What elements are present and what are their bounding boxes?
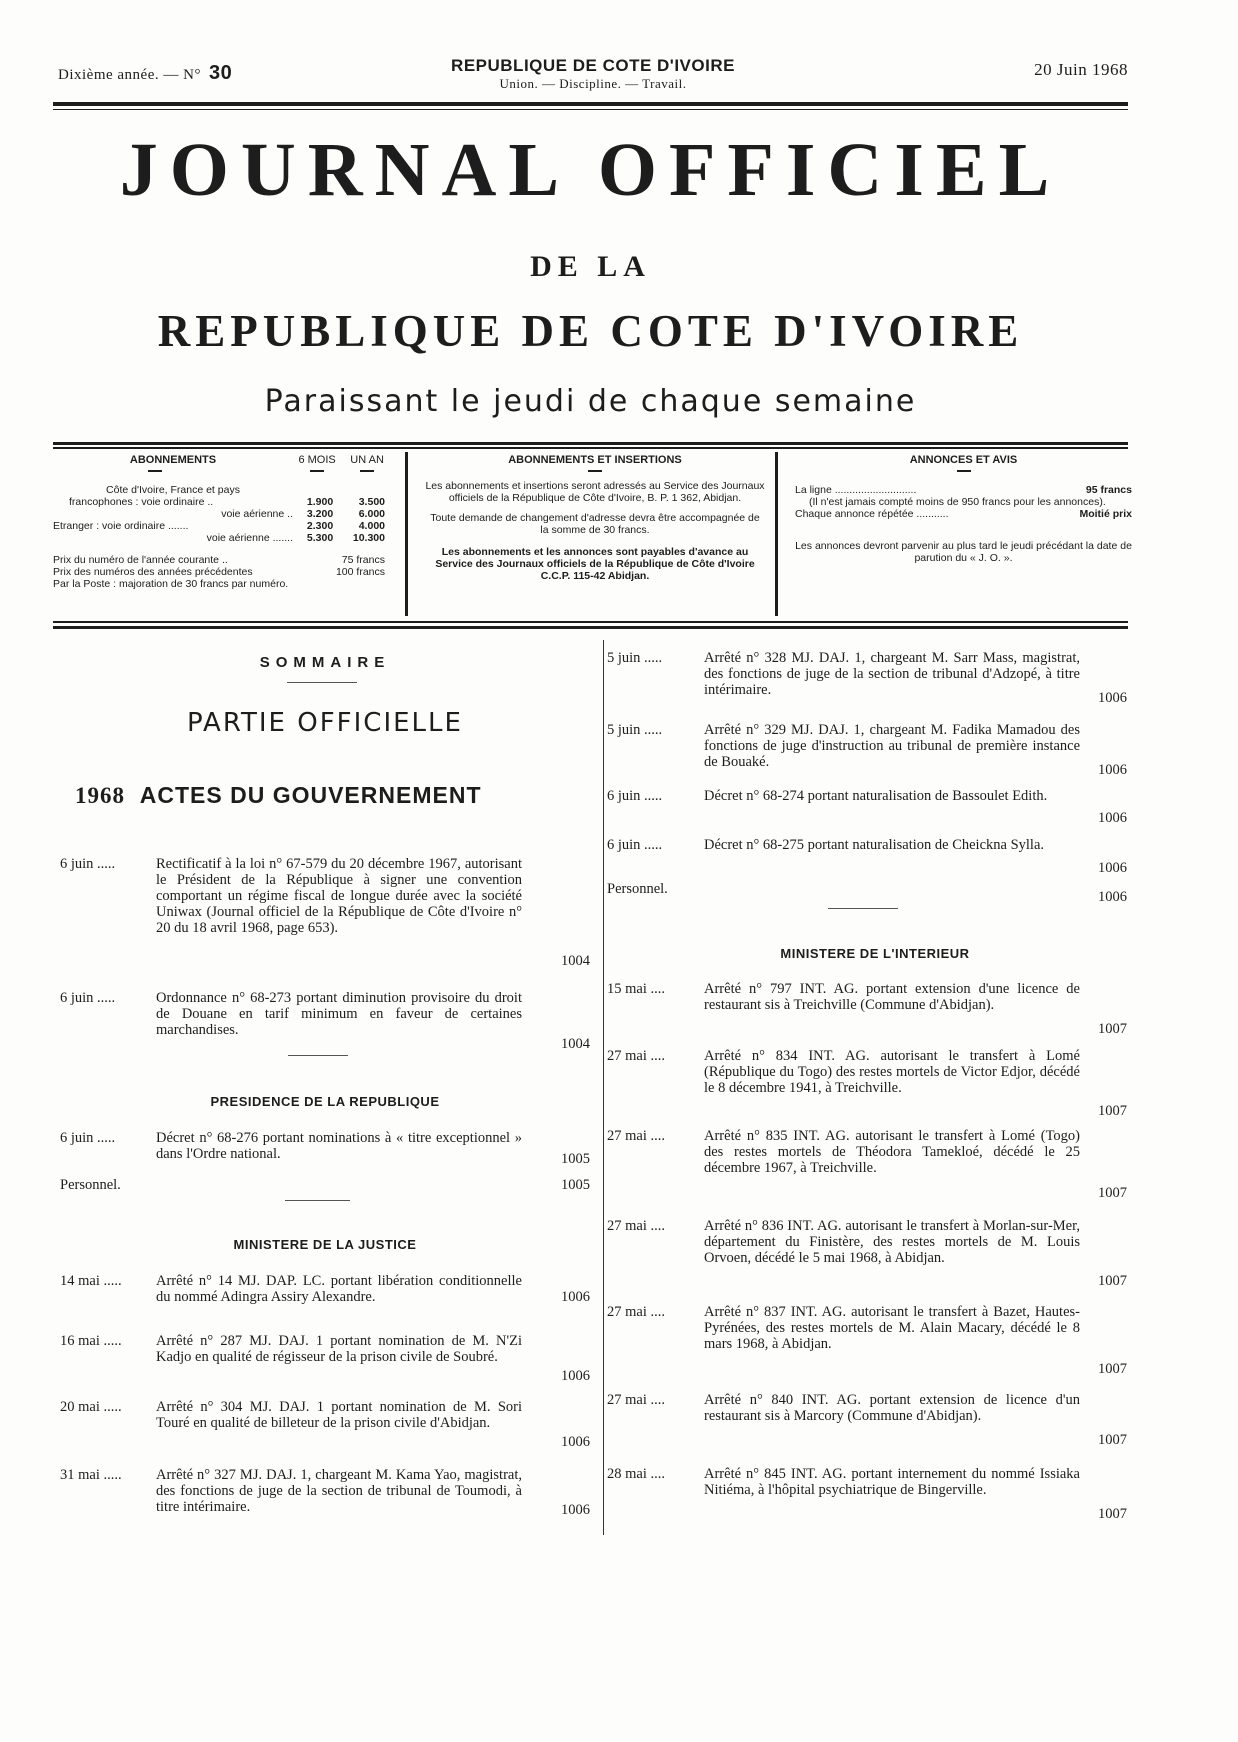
- entry-text: Arrêté n° 328 MJ. DAJ. 1, chargeant M. Sarr Mass, magistrat, des fonctions de juge de la section de tribunal d'Adzopé, à titre intérimaire.: [704, 650, 1080, 698]
- interieur-heading: MINISTERE DE L'INTERIEUR: [780, 946, 970, 961]
- price-label: Par la Poste : majoration de 30 francs par numéro.: [53, 578, 289, 590]
- sommaire-heading: SOMMAIRE: [259, 654, 391, 671]
- subscription-label: francophones : voie ordinaire ..: [69, 496, 214, 508]
- entry-text: Décret n° 68-276 portant nominations à « titre exceptionnel » dans l'Ordre national.: [156, 1130, 522, 1162]
- subscription-row: [53, 496, 393, 508]
- sommaire-entry: [60, 1273, 590, 1307]
- presidence-heading: PRESIDENCE DE LA REPUBLIQUE: [210, 1094, 440, 1109]
- box-divider-1: [405, 452, 408, 616]
- title-republic: REPUBLIQUE DE COTE D'IVOIRE: [157, 306, 1024, 356]
- entry-text: Décret n° 68-275 portant naturalisation de Cheickna Sylla.: [704, 837, 1045, 853]
- subscription-y1: [341, 484, 393, 496]
- subscription-row: [53, 532, 393, 544]
- insertions-header: ABONNEMENTS ET INSERTIONS: [508, 454, 682, 466]
- entry-date: 6 juin .....: [60, 856, 116, 872]
- separator-3: [828, 908, 898, 909]
- national-motto: Union. — Discipline. — Travail.: [499, 76, 687, 91]
- entry-page-number: 1006: [561, 1289, 590, 1305]
- entry-date: Personnel.: [60, 1177, 121, 1193]
- entry-date: 6 juin .....: [607, 837, 663, 853]
- subscriptions-header: ABONNEMENTS: [129, 454, 217, 466]
- masthead-rule-thick: [53, 102, 1128, 106]
- subscription-m6: 2.300: [306, 520, 334, 532]
- line-price-value: 95 francs: [1085, 484, 1132, 496]
- box-divider-2: [775, 452, 778, 616]
- entry-page-number: 1007: [1098, 1273, 1127, 1289]
- entry-date: 16 mai .....: [60, 1333, 122, 1349]
- minimum-charge-note: (Il n'est jamais compté moins de 950 francs pour les annonces).: [809, 496, 1106, 508]
- entry-page-number: 1005: [561, 1151, 590, 1167]
- entry-date: 20 mai .....: [60, 1399, 122, 1415]
- entry-date: 6 juin .....: [607, 788, 663, 804]
- entry-page-number: 1006: [1098, 690, 1127, 706]
- subscription-y1: 4.000: [358, 520, 385, 532]
- entry-text: Arrêté n° 797 INT. AG. portant extension d'une licence de restaurant sis à Treichville (Commune d'Abidjan).: [704, 981, 1080, 1013]
- line-price-label: La ligne ............................: [795, 484, 917, 496]
- sommaire-underline: [287, 682, 357, 683]
- subscription-m6: 1.900: [306, 496, 334, 508]
- subscription-label: Côte d'Ivoire, France et pays: [106, 484, 240, 496]
- entry-date: 31 mai .....: [60, 1467, 122, 1483]
- subscription-y1: 3.500: [358, 496, 385, 508]
- entry-page-number: 1006: [561, 1368, 590, 1384]
- price-row: [53, 566, 393, 578]
- subscription-m6: 5.300: [306, 532, 334, 544]
- insertions-payment: Les abonnements et les annonces sont payables d'avance au Service des Journaux officiels de la République de Côte d'Ivoire C.C.P. 115-42 Abidjan.: [435, 546, 755, 582]
- entry-page-number: 1005: [561, 1177, 590, 1193]
- subscription-label: voie aérienne ..: [221, 508, 293, 520]
- entry-page-number: 1006: [1098, 889, 1127, 905]
- entry-date: 14 mai .....: [60, 1273, 122, 1289]
- box-rule-top-2: [53, 447, 1128, 449]
- entry-text: Arrêté n° 14 MJ. DAP. LC. portant libération conditionnelle du nommé Adingra Assiry Alexandre.: [156, 1273, 522, 1305]
- edition-label: Dixième année. — N°: [58, 67, 201, 83]
- separator-2: [285, 1200, 350, 1201]
- announcements-header: ANNONCES ET AVIS: [909, 454, 1018, 466]
- entry-page-number: 1006: [1098, 762, 1127, 778]
- sommaire-entry: [607, 650, 1127, 708]
- entry-page-number: 1004: [561, 1036, 590, 1052]
- publication-tagline: Paraissant le jeudi de chaque semaine: [264, 384, 917, 419]
- subscription-row: [53, 520, 393, 532]
- line-price-row: [795, 484, 1132, 496]
- announcement-deadline: Les annonces devront parvenir au plus tard le jeudi précédant la date de parution du « J. O. ».: [795, 540, 1132, 564]
- price-label: Prix du numéro de l'année courante ..: [53, 554, 228, 566]
- entry-date: Personnel.: [607, 881, 668, 897]
- subscription-m6: [293, 484, 341, 496]
- entry-page-number: 1004: [561, 953, 590, 969]
- sommaire-entry: [607, 1392, 1127, 1450]
- entry-date: 28 mai ....: [607, 1466, 665, 1482]
- announcements-panel: [795, 454, 1132, 614]
- sommaire-entry: [607, 1466, 1127, 1524]
- entry-page-number: 1007: [1098, 1021, 1127, 1037]
- entry-date: 6 juin .....: [60, 1130, 116, 1146]
- title-de-la: DE LA: [530, 250, 651, 283]
- entry-date: 15 mai ....: [607, 981, 665, 997]
- sommaire-entry: [607, 1048, 1127, 1121]
- entry-page-number: 1007: [1098, 1103, 1127, 1119]
- repeat-price-label: Chaque annonce répétée ...........: [795, 508, 949, 520]
- entry-date: 6 juin .....: [60, 990, 116, 1006]
- entry-date: 27 mai ....: [607, 1304, 665, 1320]
- entry-date: 27 mai ....: [607, 1128, 665, 1144]
- entry-page-number: 1006: [1098, 810, 1127, 826]
- entry-page-number: 1007: [1098, 1506, 1127, 1522]
- entry-text: Arrêté n° 327 MJ. DAJ. 1, chargeant M. Kama Yao, magistrat, des fonctions de juge de la section de tribunal de Toumodi, à titre intérimaire.: [156, 1467, 522, 1515]
- actes-title: ACTES DU GOUVERNEMENT: [139, 782, 482, 808]
- subscription-m6: 3.200: [306, 508, 334, 520]
- entry-text: Arrêté n° 329 MJ. DAJ. 1, chargeant M. Fadika Mamadou des fonctions de juge d'instruction au tribunal de première instance de Bouaké.: [704, 722, 1080, 770]
- entry-date: 5 juin .....: [607, 722, 663, 738]
- partie-officielle-heading: PARTIE OFFICIELLE: [187, 708, 463, 738]
- price-row: [53, 554, 393, 566]
- subscriptions-panel: [53, 454, 393, 614]
- entry-text: Arrêté n° 287 MJ. DAJ. 1 portant nomination de M. N'Zi Kadjo en qualité de régisseur de la prison civile de Soubré.: [156, 1333, 522, 1365]
- masthead-top-line: [58, 56, 1128, 91]
- sommaire-entry: [607, 881, 1127, 907]
- subscription-y1: 10.300: [352, 532, 385, 544]
- sommaire-entry: [607, 837, 1127, 878]
- entry-page-number: 1006: [561, 1434, 590, 1450]
- entry-text: Décret n° 68-274 portant naturalisation de Bassoulet Edith.: [704, 788, 1048, 804]
- entry-page-number: 1006: [561, 1502, 590, 1518]
- entry-date: 27 mai ....: [607, 1048, 665, 1064]
- sommaire-entry: [607, 981, 1127, 1039]
- subscriptions-table: [53, 454, 393, 544]
- actes-heading: [75, 782, 482, 809]
- sommaire-entry: [60, 856, 590, 971]
- entry-page-number: 1006: [1098, 860, 1127, 876]
- entry-text: Rectificatif à la loi n° 67-579 du 20 décembre 1967, autorisant le Président de la République à signer une convention comportant un régime fiscal de longue durée avec la société Uniwax (Journal officiel de la République de Côte d'Ivoire n° 20 du 18 avril 1968, page 653).: [156, 856, 522, 936]
- entry-date: 27 mai ....: [607, 1218, 665, 1234]
- sommaire-entry: [607, 722, 1127, 780]
- subscription-row: [53, 484, 393, 496]
- box-rule-top: [53, 442, 1128, 445]
- insertions-address-change: Toute demande de changement d'adresse devra être accompagnée de la somme de 30 francs.: [430, 512, 760, 536]
- price-row: [53, 578, 393, 590]
- entry-text: Arrêté n° 304 MJ. DAJ. 1 portant nomination de M. Sori Touré en qualité de billeteur de la prison civile d'Abidjan.: [156, 1399, 522, 1431]
- masthead-rule-thin: [53, 109, 1128, 110]
- separator-1: [288, 1055, 348, 1056]
- column-divider: [603, 640, 604, 1535]
- sommaire-entry: [60, 1333, 590, 1386]
- actes-year: 1968: [75, 783, 125, 808]
- price-value: [385, 578, 393, 590]
- journal-title: JOURNAL OFFICIEL: [119, 128, 1062, 212]
- subscription-row: [53, 508, 393, 520]
- issue-date: 20 Juin 1968: [1034, 60, 1128, 79]
- entry-text: Arrêté n° 840 INT. AG. portant extension de licence d'un restaurant sis à Marcory (Commune d'Abidjan).: [704, 1392, 1080, 1424]
- sommaire-entry: [607, 1304, 1127, 1379]
- col-1-year: UN AN: [350, 454, 384, 466]
- sommaire-entry: [607, 788, 1127, 828]
- entry-page-number: 1007: [1098, 1361, 1127, 1377]
- repeat-price-value: Moitié prix: [1079, 508, 1132, 520]
- republic-name: REPUBLIQUE DE COTE D'IVOIRE: [451, 56, 735, 75]
- subscription-label: voie aérienne .......: [206, 532, 293, 544]
- justice-heading: MINISTERE DE LA JUSTICE: [233, 1237, 417, 1252]
- sommaire-entry: [60, 1177, 590, 1195]
- insertions-panel: [425, 454, 765, 614]
- entry-text: Arrêté n° 836 INT. AG. autorisant le transfert à Morlan-sur-Mer, département du Finistère, des restes mortels de M. Louis Orvoen, décédé le 5 mai 1968, à Abidjan.: [704, 1218, 1080, 1266]
- subscription-y1: 6.000: [358, 508, 385, 520]
- price-label: Prix des numéros des années précédentes: [53, 566, 253, 578]
- repeat-price-row: [795, 508, 1132, 520]
- sommaire-entry: [607, 1128, 1127, 1203]
- price-value: 75 francs: [341, 554, 385, 566]
- box-rule-bottom: [53, 621, 1128, 623]
- sommaire-entry: [607, 1218, 1127, 1291]
- sommaire-entry: [60, 990, 590, 1054]
- entry-page-number: 1007: [1098, 1185, 1127, 1201]
- edition-number: 30: [208, 62, 233, 84]
- entry-date: 5 juin .....: [607, 650, 663, 666]
- entry-text: Ordonnance n° 68-273 portant diminution provisoire du droit de Douane en tarif minimum en faveur de certaines marchandises.: [156, 990, 522, 1038]
- price-value: 100 francs: [335, 566, 385, 578]
- sommaire-entry: [60, 1130, 590, 1169]
- sommaire-entry: [60, 1399, 590, 1452]
- entry-text: Arrêté n° 835 INT. AG. autorisant le transfert à Lomé (Togo) des restes mortels de Théodora Tamekloé, décédé le 25 décembre 1967, à Treichville.: [704, 1128, 1080, 1176]
- entry-page-number: 1007: [1098, 1432, 1127, 1448]
- entry-text: Arrêté n° 845 INT. AG. portant internement du nommé Issiaka Nitiéma, à l'hôpital psychiatrique de Bingerville.: [704, 1466, 1080, 1498]
- entry-text: Arrêté n° 837 INT. AG. autorisant le transfert à Bazet, Hautes-Pyrénées, des restes mortels de M. Alain Macary, décédé le 8 mars 1968, à Abidjan.: [704, 1304, 1080, 1352]
- subscription-label: Etranger : voie ordinaire .......: [53, 520, 189, 532]
- sommaire-entry: [60, 1467, 590, 1520]
- insertions-address: Les abonnements et insertions seront adressés au Service des Journaux officiels de la République de Côte d'Ivoire, B. P. 1 362, Abidjan.: [425, 480, 765, 504]
- col-6-months: 6 MOIS: [298, 454, 336, 466]
- box-rule-bottom-2: [53, 626, 1128, 629]
- entry-text: Arrêté n° 834 INT. AG. autorisant le transfert à Lomé (République du Togo) des restes mortels de Victor Edjor, décédé le 8 décembre 1941, à Treichville.: [704, 1048, 1080, 1096]
- entry-date: 27 mai ....: [607, 1392, 665, 1408]
